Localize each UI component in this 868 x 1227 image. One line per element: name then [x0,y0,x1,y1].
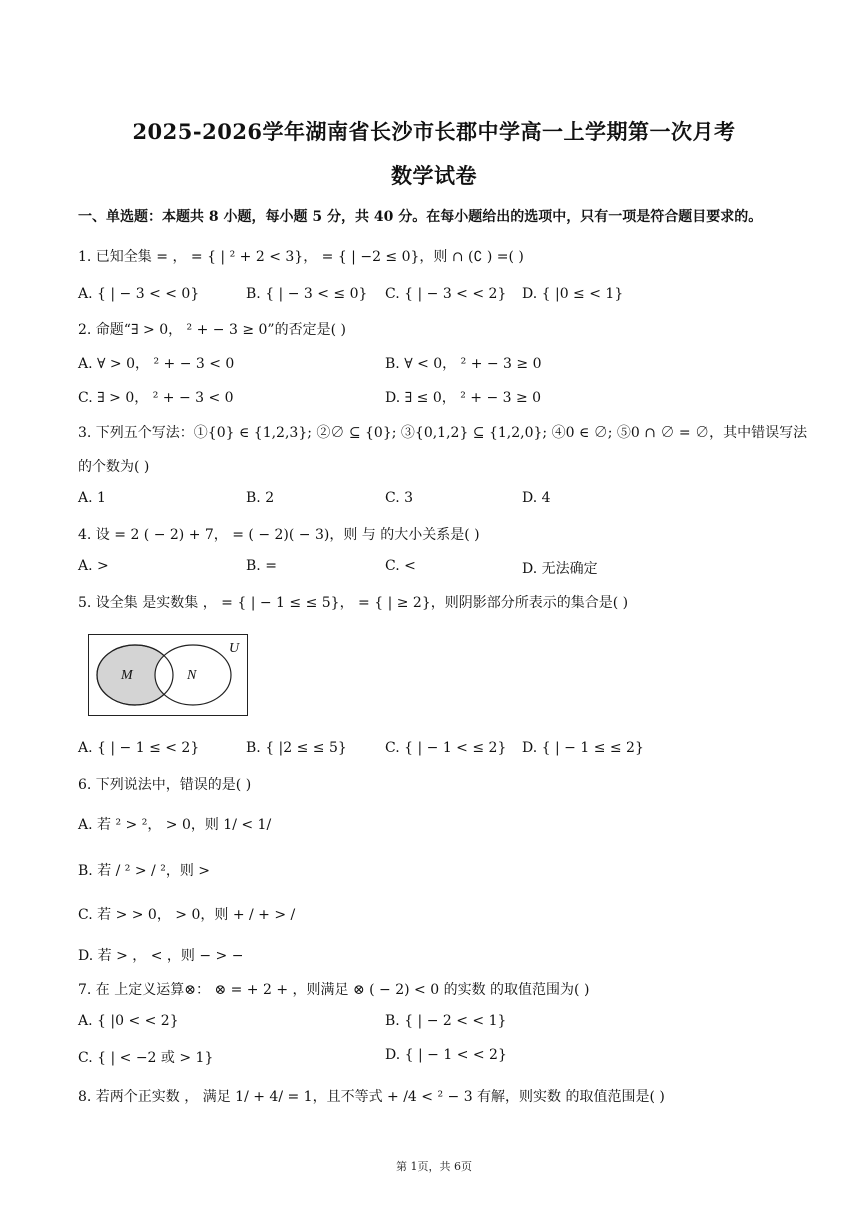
question-3-option-c: C. 3 [385,490,414,506]
venn-m-label: M [121,668,133,683]
question-2-option-d: D. ∃ ≤ 0， ² + − 3 ≥ 0 [385,390,542,406]
question-5-option-c: C. { | − 1 < ≤ 2} [385,740,507,756]
question-7-option-a: A. { |0 < < 2} [78,1013,179,1029]
venn-n-label: N [187,668,197,683]
question-1-option-a: A. { | − 3 < < 0} [78,286,200,302]
question-6-option-c: C. 若 > > 0， > 0，则 + / + > / [78,907,296,923]
question-2-option-c: C. ∃ > 0， ² + − 3 < 0 [78,390,234,406]
question-5-option-b: B. { |2 ≤ ≤ 5} [246,740,347,756]
question-5-option-d: D. { | − 1 ≤ ≤ 2} [522,740,644,756]
question-3-option-d: D. 4 [522,490,551,506]
question-7-option-d: D. { | − 1 < < 2} [385,1047,507,1063]
question-4-option-d: D. 无法确定 [522,561,598,577]
section-heading: 一、单选题：本题共 8 小题，每小题 5 分，共 40 分。在每小题给出的选项中，只有一项是符合题目要求的。 [78,209,763,225]
question-7-stem: 7. 在 上定义运算⊗： ⊗ = + 2 + ，则满足 ⊗ ( − 2) < 0 的实数 的取值范围为( ) [78,982,590,998]
question-2-option-b: B. ∀ < 0， ² + − 3 ≥ 0 [385,356,542,372]
question-5-stem: 5. 设全集 是实数集 ， = { | − 1 ≤ ≤ 5}， = { | ≥ 2}，则阴影部分所表示的集合是( ) [78,595,629,611]
question-6-option-d: D. 若 > ， < ，则 − > − [78,948,244,964]
question-4-option-a: A. > [78,558,109,574]
question-3-option-b: B. 2 [246,490,275,506]
question-4-option-c: C. < [385,558,416,574]
question-1-option-c: C. { | − 3 < < 2} [385,286,507,302]
question-1-stem: 1. 已知全集 = ， = { | ² + 2 < 3}， = { | −2 ≤ 0}，则 ∩ (∁ ) =( ) [78,249,524,265]
question-8-stem: 8. 若两个正实数 ， 满足 1/ + 4/ = 1，且不等式 + /4 < ² − 3 有解，则实数 的取值范围是( ) [78,1089,665,1105]
question-7-option-c: C. { | < −2 或 > 1} [78,1050,214,1066]
question-2-stem: 2. 命题“∃ > 0， ² + − 3 ≥ 0”的否定是( ) [78,322,346,338]
page-footer: 第 1页，共 6页 [396,1160,472,1173]
question-5-option-a: A. { | − 1 ≤ < 2} [78,740,200,756]
question-3-stem: 3. 下列五个写法：①{0} ∈ {1,2,3}; ②∅ ⊆ {0}; ③{0,1,2} ⊆ {1,2,0}; ④0 ∈ ∅; ⑤0 ∩ ∅ = ∅，其中错误写法 [78,425,808,441]
question-6-stem: 6. 下列说法中，错误的是( ) [78,777,252,793]
venn-universe-label: U [229,641,240,656]
question-1-option-d: D. { |0 ≤ < 1} [522,286,624,302]
question-7-option-b: B. { | − 2 < < 1} [385,1013,507,1029]
question-4-stem: 4. 设 = 2 ( − 2) + 7， = ( − 2)( − 3)，则 与 的大小关系是( ) [78,527,480,543]
question-2-option-a: A. ∀ > 0， ² + − 3 < 0 [78,356,235,372]
venn-diagram [88,634,248,716]
question-6-option-b: B. 若 / ² > / ²，则 > [78,863,211,879]
question-3-stem-continued: 的个数为( ) [78,459,150,475]
question-4-option-b: B. = [246,558,277,574]
question-6-option-a: A. 若 ² > ²， > 0，则 1/ < 1/ [78,817,272,833]
question-1-option-b: B. { | − 3 < ≤ 0} [246,286,368,302]
question-3-option-a: A. 1 [78,490,106,506]
exam-title-line2: 数学试卷 [391,163,477,188]
exam-title-line1: 2025-2026学年湖南省长沙市长郡中学高一上学期第一次月考 [132,119,736,144]
